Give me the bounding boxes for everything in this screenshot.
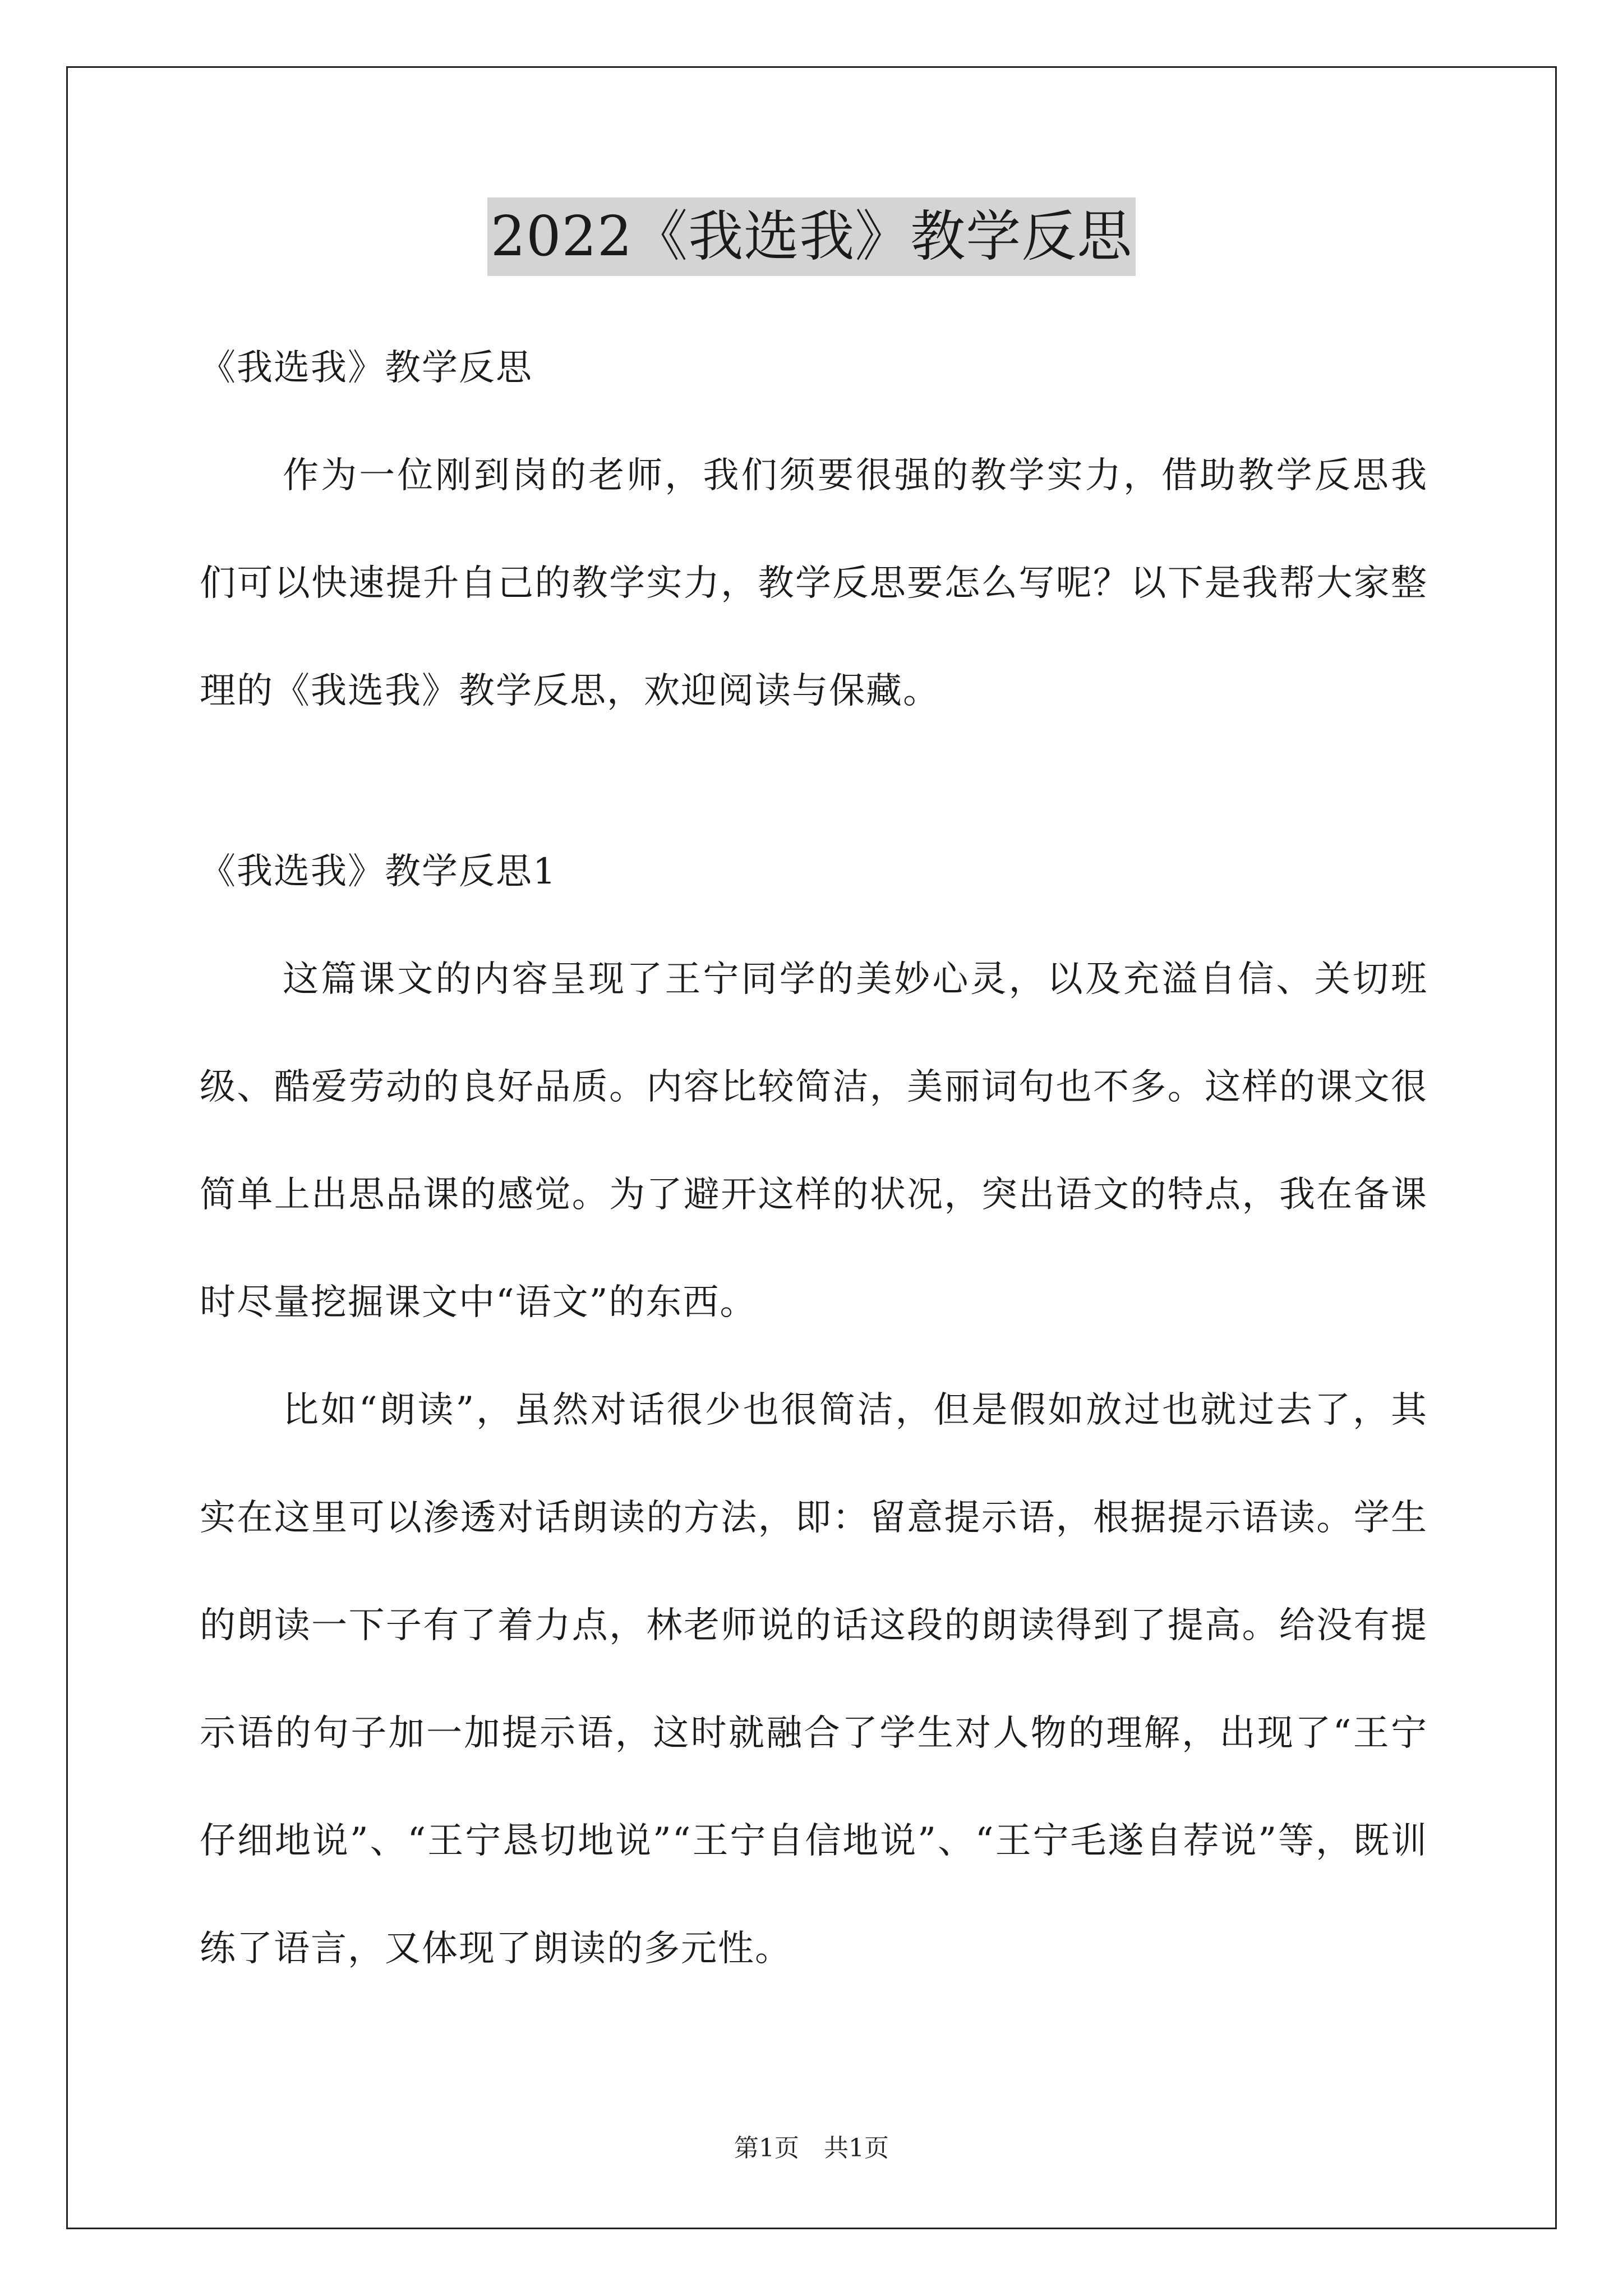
section-heading: 《我选我》教学反思1 bbox=[200, 851, 557, 892]
document-subtitle: 《我选我》教学反思 bbox=[200, 347, 533, 389]
intro-paragraph: 作为一位刚到岗的老师，我们须要很强的教学实力，借助教学反思我们可以快速提升自己的教学实力，教学反思要怎么写呢？以下是我帮大家整理的《我选我》教学反思，欢迎阅读与保藏。 bbox=[200, 455, 1428, 712]
title-container bbox=[0, 197, 1623, 276]
body-paragraph-1: 这篇课文的内容呈现了王宁同学的美妙心灵，以及充溢自信、关切班级、酷爱劳动的良好品质。内容比较简洁，美丽词句也不多。这样的课文很简单上出思品课的感觉。为了避开这样的状况，突出语文的特点，我在备课时尽量挖掘课文中“语文”的东西。 bbox=[200, 959, 1428, 1323]
document-body bbox=[200, 314, 1428, 2003]
body-paragraph-2: 比如“朗读”，虽然对话很少也很简洁，但是假如放过也就过去了，其实在这里可以渗透对话朗读的方法，即：留意提示语，根据提示语读。学生的朗读一下子有了着力点，林老师说的话这段的朗读得到了提高。给没有提示语的句子加一加提示语，这时就融合了学生对人物的理解，出现了“王宁仔细地说”、“王宁恳切地说”“王宁自信地说”、“王宁毛遂自荐说”等，既训练了语言，又体现了朗读的多元性。 bbox=[200, 1389, 1428, 1970]
page-footer: 第1页 共1页 bbox=[734, 2134, 889, 2162]
section-gap bbox=[200, 745, 1428, 818]
document-title: 2022《我选我》教学反思 bbox=[487, 197, 1136, 276]
